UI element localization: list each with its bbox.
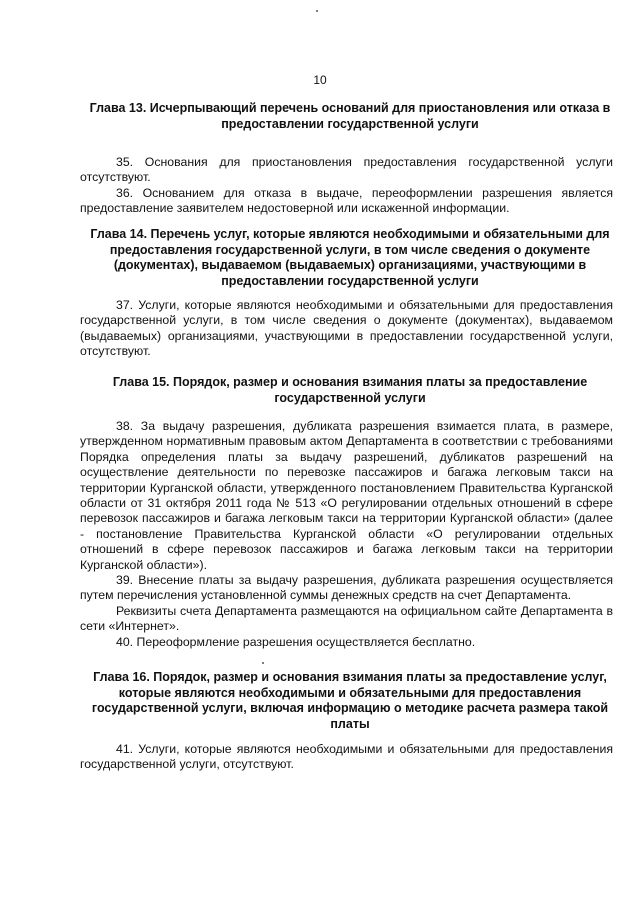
scan-speck — [316, 10, 318, 12]
paragraph-36: 36. Основанием для отказа в выдаче, переоформлении разрешения является предоставление заявителем недостоверной или искаженной информации. — [80, 185, 613, 216]
paragraph-38: 38. За выдачу разрешения, дубликата разрешения взимается плата, в размере, утвержденном нормативным правовым актом Департамента в соответствии с требованиями Порядка определения платы за выдачу разрешений, дубликатов разрешений на осуществление деятельности по перевозке пассажиров и багажа легковым такси на территории Курганской области, утвержденного постановлением Правительства Курганской области от 31 октября 2011 года № 513 «О регулировании отдельных отношений в сфере перевозок пассажиров и багажа легковым такси на территории Курганской области» (далее - постановление Правительства Курганской области «О регулировании отдельных отношений в сфере перевозок пассажиров и багажа легковым такси на территории Курганской области»). — [80, 419, 613, 572]
paragraph-37: 37. Услуги, которые являются необходимыми и обязательными для предоставления государственной услуги, в том числе сведения о документе (документах), выдаваемом (выдаваемых) организациями, участвующими в предоставлении государственной услуги, отсутствуют. — [80, 298, 613, 359]
chapter-14-body — [80, 298, 613, 360]
chapter-15-heading: Глава 15. Порядок, размер и основания взимания платы за предоставление государственной услуги — [112, 375, 588, 405]
chapter-15-body — [80, 419, 613, 650]
chapter-16-body — [80, 742, 613, 773]
paragraph-40: 40. Переоформление разрешения осуществляется бесплатно. — [116, 634, 476, 649]
scan-speck — [262, 662, 264, 664]
chapter-16-heading: Глава 16. Порядок, размер и основания взимания платы за предоставление услуг, которые являются необходимыми и обязательными для предоставления государственной услуги, включая информацию о методике расчета размера такой платы — [91, 670, 609, 731]
chapter-14-heading: Глава 14. Перечень услуг, которые являются необходимыми и обязательными для предоставления государственной услуги, в том числе сведения о документе (документах), выдаваемом (выдаваемых) организациями, участвующими в предоставлении государственной услуги — [90, 227, 610, 288]
paragraph-35: 35. Основания для приостановления предоставления государственной услуги отсутствуют. — [80, 155, 613, 185]
chapter-13-body — [80, 155, 613, 217]
paragraph-41: 41. Услуги, которые являются необходимыми и обязательными для предоставления государственной услуги, отсутствуют. — [80, 742, 613, 772]
page-number: 10 — [313, 73, 327, 87]
chapter-13-heading: Глава 13. Исчерпывающий перечень оснований для приостановления или отказа в предоставлении государственной услуги — [89, 101, 611, 131]
requisites-paragraph: Реквизиты счета Департамента размещаются на официальном сайте Департамента в сети «Интернет». — [80, 603, 613, 634]
paragraph-39: 39. Внесение платы за выдачу разрешения, дубликата разрешения осуществляется путем перечисления установленной суммы денежных средств на счет Департамента. — [80, 573, 613, 603]
